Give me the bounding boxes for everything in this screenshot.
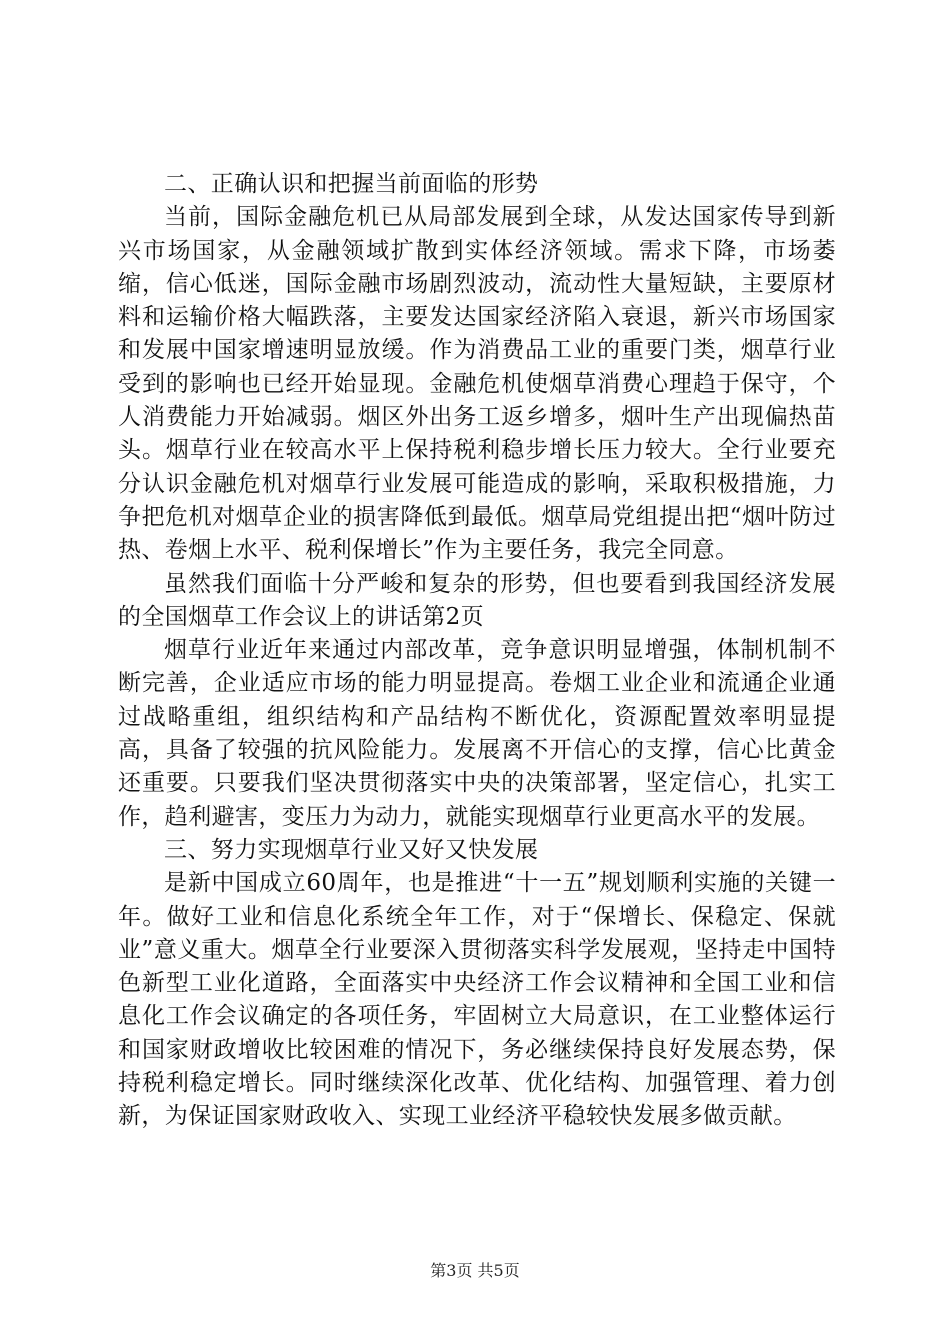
paragraph-4: 是新中国成立60周年，也是推进“十一五”规划顺利实施的关键一年。做好工业和信息化系统全年工作，对于“保增长、保稳定、保就业”意义重大。烟草全行业要深入贯彻落实科学发展观，坚持走中国特色新型工业化道路，全面落实中央经济工作会议精神和全国工业和信息化工作会议确定的各项任务，牢固树立大局意识，在工业整体运行和国家财政增收比较困难的情况下，务必继续保持良好发展态势，保持税利稳定增长。同时继续深化改革、优化结构、加强管理、着力创新，为保证国家财政收入、实现工业经济平稳较快发展多做贡献。 [118,870,836,1130]
section-heading-2: 二、正确认识和把握当前面临的形势 [164,171,539,197]
paragraph-3: 烟草行业近年来通过内部改革，竞争意识明显增强，体制机制不断完善，企业适应市场的能力明显提高。卷烟工业企业和流通企业通过战略重组，组织结构和产品结构不断优化，资源配置效率明显提高，具备了较强的抗风险能力。发展离不开信心的支撑，信心比黄金还重要。只要我们坚决贯彻落实中央的决策部署，坚定信心，扎实工作，趋利避害，变压力为动力，就能实现烟草行业更高水平的发展。 [118,637,836,830]
section-heading-3: 三、努力实现烟草行业又好又快发展 [164,836,539,863]
document-body [118,168,836,1134]
page-footer: 第3页 共5页 [430,1261,520,1280]
paragraph-1: 当前，国际金融危机已从局部发展到全球，从发达国家传导到新兴市场国家，从金融领域扩散到实体经济领域。需求下降，市场萎缩，信心低迷，国际金融市场剧烈波动，流动性大量短缺，主要原材料和运输价格大幅跌落，主要发达国家经济陷入衰退，新兴市场国家和发展中国家增速明显放缓。作为消费品工业的重要门类，烟草行业受到的影响也已经开始显现。金融危机使烟草消费心理趋于保守，个人消费能力开始减弱。烟区外出务工返乡增多，烟叶生产出现偏热苗头。烟草行业在较高水平上保持税利稳步增长压力较大。全行业要充分认识金融危机对烟草行业发展可能造成的影响，采取积极措施，力争把危机对烟草企业的损害降低到最低。烟草局党组提出把“烟叶防过热、卷烟上水平、税利保增长”作为主要任务，我完全同意。 [118,204,836,564]
paragraph-2: 虽然我们面临十分严峻和复杂的形势，但也要看到我国经济发展的全国烟草工作会议上的讲话第2页 [118,570,836,630]
